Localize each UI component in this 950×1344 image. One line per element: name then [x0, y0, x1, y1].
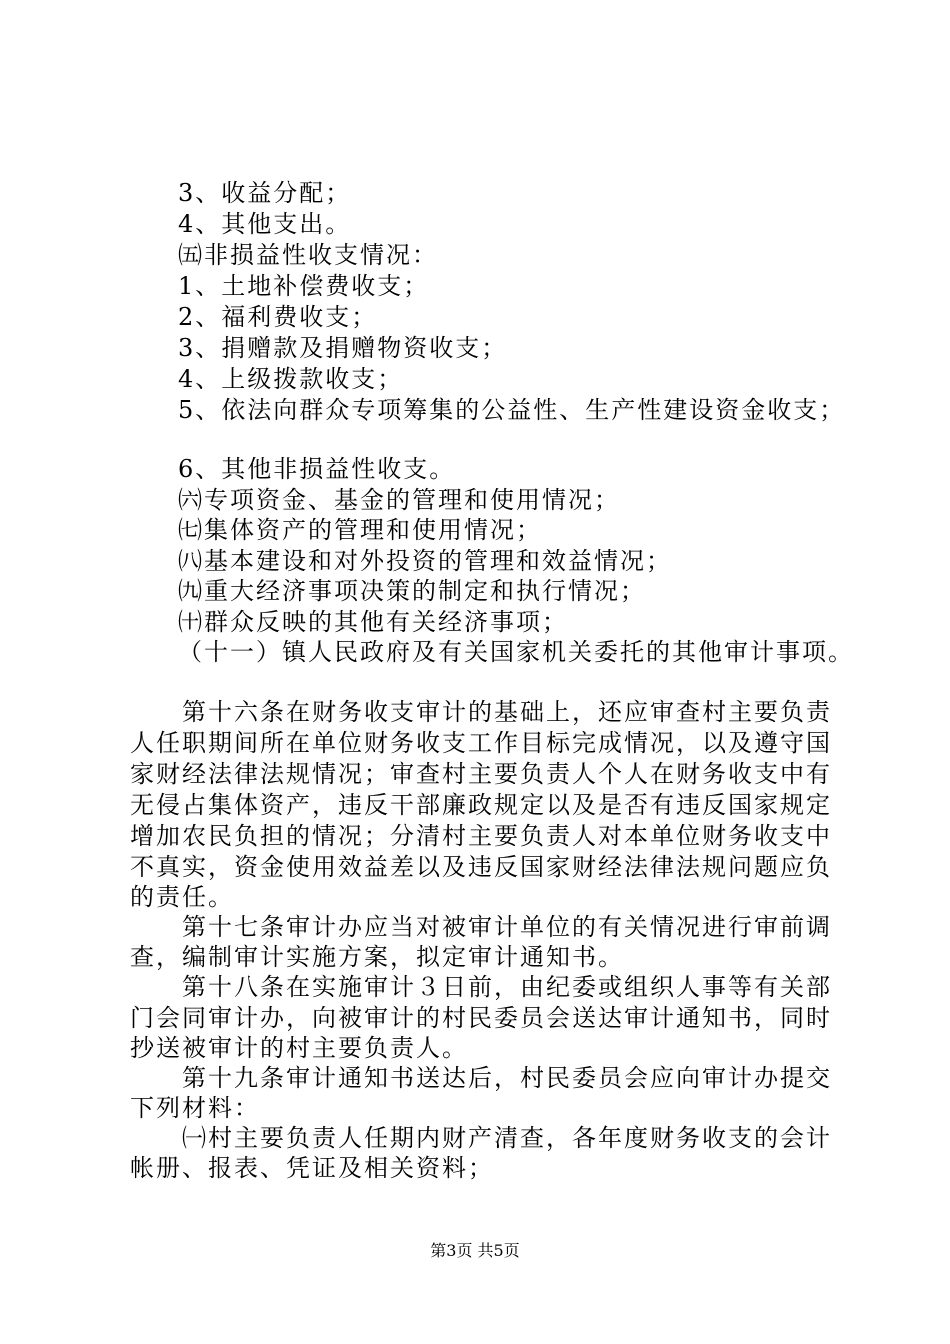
- text-line: 门会同审计办，向被审计的村民委员会送达审计通知书，同时: [130, 1004, 832, 1032]
- text-line: 2、福利费收支；: [178, 303, 378, 331]
- text-line: 3、收益分配；: [178, 179, 352, 207]
- text-line: 帐册、报表、凭证及相关资料；: [130, 1154, 494, 1182]
- text-line: 的责任。: [130, 883, 234, 911]
- text-line: 第十八条在实施审计３日前，由纪委或组织人事等有关部: [182, 973, 832, 1001]
- text-line: ㈤非损益性收支情况：: [178, 241, 438, 269]
- text-line: 增加农民负担的情况；分清村主要负责人对本单位财务收支中: [130, 822, 832, 850]
- text-line: 第十六条在财务收支审计的基础上，还应审查村主要负责: [182, 698, 832, 726]
- text-line: 第十七条审计办应当对被审计单位的有关情况进行审前调: [182, 913, 832, 941]
- page-number-footer: 第3页 共5页: [430, 1241, 520, 1260]
- text-line: 4、其他支出。: [178, 210, 352, 238]
- text-line: 抄送被审计的村主要负责人。: [130, 1034, 468, 1062]
- text-line: ㈩群众反映的其他有关经济事项；: [178, 608, 568, 636]
- text-line: ㈦集体资产的管理和使用情况；: [178, 516, 542, 544]
- text-line: ㈠村主要负责人任期内财产清查，各年度财务收支的会计: [182, 1124, 832, 1152]
- text-line: 下列材料：: [130, 1094, 260, 1122]
- text-line: 查，编制审计实施方案，拟定审计通知书。: [130, 943, 624, 971]
- text-line: 无侵占集体资产，违反干部廉政规定以及是否有违反国家规定: [130, 791, 832, 819]
- text-line: ㈥专项资金、基金的管理和使用情况；: [178, 486, 620, 514]
- text-line: 1、土地补偿费收支；: [178, 272, 430, 300]
- text-line: ㈨重大经济事项决策的制定和执行情况；: [178, 577, 646, 605]
- text-line: 家财经法律法规情况；审查村主要负责人个人在财务收支中有: [130, 760, 832, 788]
- text-line: 4、上级拨款收支；: [178, 365, 404, 393]
- text-line: 不真实，资金使用效益差以及违反国家财经法律法规问题应负: [130, 853, 832, 881]
- text-line: 6、其他非损益性收支。: [178, 455, 456, 483]
- text-line: ㈧基本建设和对外投资的管理和效益情况；: [178, 547, 672, 575]
- text-line: 5、依法向群众专项筹集的公益性、生产性建设资金收支；: [178, 396, 846, 424]
- text-line: 3、捐赠款及捐赠物资收支；: [178, 334, 508, 362]
- text-line: （十一）镇人民政府及有关国家机关委托的其他审计事项。: [178, 638, 854, 666]
- text-line: 人任职期间所在单位财务收支工作目标完成情况，以及遵守国: [130, 729, 832, 757]
- text-line: 第十九条审计通知书送达后，村民委员会应向审计办提交: [182, 1064, 832, 1092]
